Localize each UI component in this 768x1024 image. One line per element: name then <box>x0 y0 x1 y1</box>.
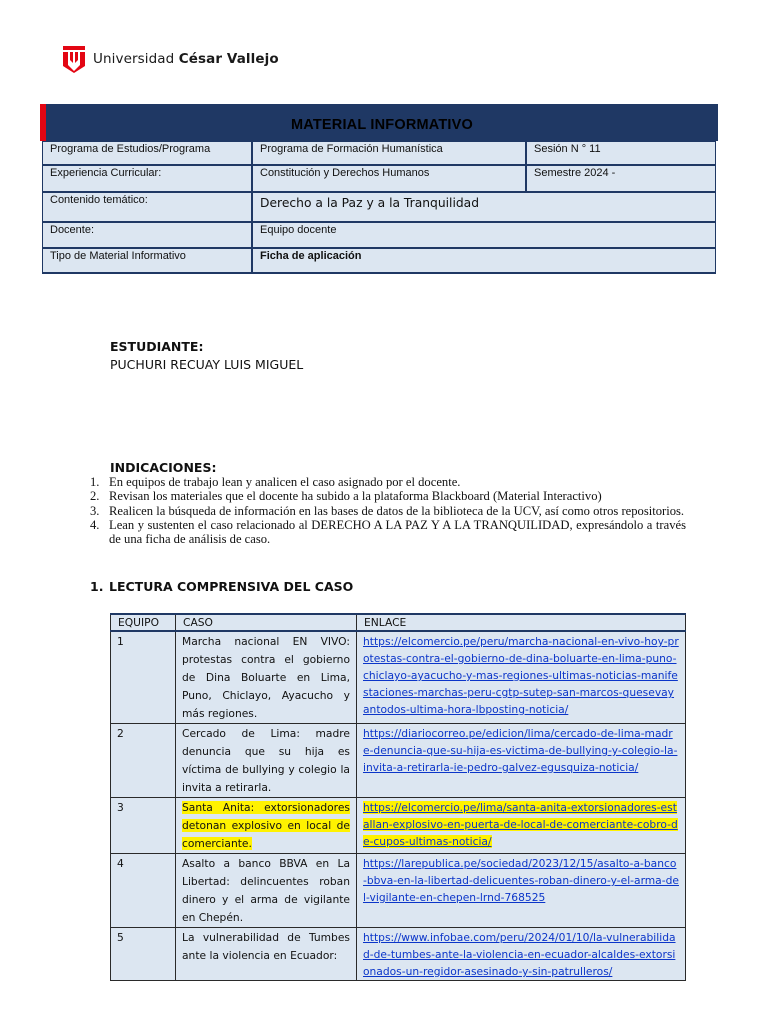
caso-cell: Cercado de Lima: madre denuncia que su hija es víctima de bullying y colegio la invita a retirarla. <box>176 724 357 798</box>
case-link[interactable]: https://larepublica.pe/sociedad/2023/12/15/asalto-a-banco-bbva-en-la-libertad-delicuentes-roban-dinero-y-el-arma-del-vigilante-en-chepen-lrnd-768525 <box>363 857 679 904</box>
indications-list <box>90 475 686 546</box>
column-header-equipo: EQUIPO <box>111 614 176 631</box>
ucv-shield-icon <box>62 45 86 73</box>
column-header-enlace: ENLACE <box>357 614 686 631</box>
student-name: PUCHURI RECUAY LUIS MIGUEL <box>110 357 304 372</box>
enlace-cell <box>357 928 686 981</box>
semestre-value: Semestre 2024 - <box>526 165 716 192</box>
table-header-row <box>111 614 686 631</box>
enlace-cell <box>357 854 686 928</box>
docente-label: Docente: <box>42 222 252 248</box>
equipo-cell: 2 <box>111 724 176 798</box>
caso-cell <box>176 798 357 854</box>
table-row <box>111 798 686 854</box>
enlace-cell <box>357 798 686 854</box>
experiencia-value: Constitución y Derechos Humanos <box>252 165 526 192</box>
list-item: 3. Realicen la búsqueda de información en las bases de datos de la biblioteca de la UCV, así como otros repositorios. <box>90 503 685 518</box>
list-item: 4. Lean y sustenten el caso relacionado al DERECHO A LA PAZ Y A LA TRANQUILIDAD, expresándolo a través de una ficha de análisis de caso. <box>90 517 686 547</box>
indications-label: INDICACIONES: <box>110 460 217 475</box>
experiencia-label: Experiencia Curricular: <box>42 165 252 192</box>
equipo-cell: 4 <box>111 854 176 928</box>
university-logo <box>62 44 279 74</box>
equipo-cell: 3 <box>111 798 176 854</box>
case-link[interactable]: https://elcomercio.pe/peru/marcha-nacional-en-vivo-hoy-protestas-contra-el-gobierno-de-dina-boluarte-en-lima-puno-chiclayo-ayacucho-y-mas-regiones-ultimas-noticias-manifestaciones-marchas-peru-cgtp-sutep-san-marcos-quesevayantodos-ultima-hora-lbposting-noticia/ <box>363 635 679 716</box>
logo-text: Universidad César Vallejo <box>93 51 279 67</box>
list-item: 1. En equipos de trabajo lean y analicen el caso asignado por el docente. <box>90 475 461 489</box>
docente-value: Equipo docente <box>252 222 716 248</box>
caso-cell: Marcha nacional EN VIVO: protestas contra el gobierno de Dina Boluarte en Lima, Puno, Chiclayo, Ayacucho y más regiones. <box>176 631 357 724</box>
contenido-label: Contenido temático: <box>42 192 252 222</box>
material-title-bar <box>46 104 718 141</box>
tipo-label: Tipo de Material Informativo <box>42 248 252 274</box>
table-row <box>111 724 686 798</box>
programa-value: Programa de Formación Humanística <box>252 141 526 165</box>
student-label: ESTUDIANTE: <box>110 339 204 354</box>
contenido-value: Derecho a la Paz y a la Tranquilidad <box>252 192 716 222</box>
equipo-cell: 1 <box>111 631 176 724</box>
list-item: 2. Revisan los materiales que el docente ha subido a la plataforma Blackboard (Material Interactivo) <box>90 489 602 504</box>
column-header-caso: CASO <box>176 614 357 631</box>
enlace-cell <box>357 631 686 724</box>
case-link[interactable]: https://www.infobae.com/peru/2024/01/10/la-vulnerabilidad-de-tumbes-ante-la-violencia-en-ecuador-alcaldes-extorsionados-un-regidor-asesinado-y-sin-patrulleros/ <box>363 931 676 978</box>
case-link[interactable]: https://elcomercio.pe/lima/santa-anita-extorsionadores-estallan-explosivo-en-puerta-de-local-de-comerciante-cobro-de-cupos-ultimas-noticia/ <box>363 801 678 848</box>
enlace-cell <box>357 724 686 798</box>
case-link[interactable]: https://diariocorreo.pe/edicion/lima/cercado-de-lima-madre-denuncia-que-su-hija-es-victima-de-bullying-y-colegio-la-invita-a-retirarla-ie-pedro-galvez-egusquiza-noticia/ <box>363 727 678 774</box>
table-row <box>111 631 686 724</box>
equipo-cell: 5 <box>111 928 176 981</box>
cases-table <box>110 613 686 981</box>
table-row <box>111 928 686 981</box>
caso-cell: La vulnerabilidad de Tumbes ante la violencia en Ecuador: <box>176 928 357 981</box>
material-title: MATERIAL INFORMATIVO <box>290 116 473 133</box>
section-heading: 1. LECTURA COMPRENSIVA DEL CASO <box>90 579 354 594</box>
caso-cell: Asalto a banco BBVA en La Libertad: delincuentes roban dinero y el arma de vigilante en Chepén. <box>176 854 357 928</box>
table-row <box>111 854 686 928</box>
tipo-value: Ficha de aplicación <box>252 248 716 274</box>
highlighted-text: Santa Anita: extorsionadores detonan explosivo en local de comerciante. <box>182 801 350 850</box>
programa-label: Programa de Estudios/Programa <box>42 141 252 165</box>
sesion-value: Sesión N ° 11 <box>526 141 716 165</box>
